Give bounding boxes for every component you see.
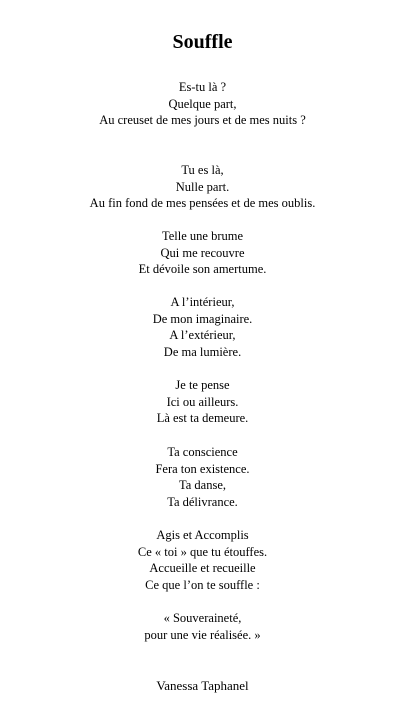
stanza-6	[0, 444, 405, 510]
poem-line: « Souveraineté,	[163, 611, 242, 625]
poem-title: Souffle	[172, 31, 233, 53]
poem-line: De ma lumière.	[163, 344, 242, 359]
poem-line: Au fin fond de mes pensées et de mes oublis.	[89, 196, 316, 211]
stanza-4	[0, 294, 405, 360]
poem-line: Et dévoile son amertume.	[138, 262, 267, 277]
poem-line: Qui me recouvre	[160, 245, 245, 260]
poem-line: Au creuset de mes jours et de mes nuits ?	[99, 113, 306, 128]
poem-line: A l’intérieur,	[170, 295, 235, 309]
poem-line: Ce que l’on te souffle :	[145, 577, 260, 592]
poem-line: Fera ton existence.	[155, 461, 250, 476]
poem-line: Ici ou ailleurs.	[166, 394, 239, 409]
poem-line: Ta délivrance.	[167, 494, 238, 509]
poem-line: Ta danse,	[178, 478, 227, 493]
stanza-2	[0, 162, 405, 212]
poem-line: pour une vie réalisée. »	[144, 627, 261, 642]
poem-line: Es-tu là ?	[178, 80, 227, 94]
poem-line: Tu es là,	[181, 163, 224, 177]
poem-line: Je te pense	[175, 378, 230, 392]
stanza-7	[0, 527, 405, 593]
stanza-5	[0, 377, 405, 427]
poem-line: Nulle part.	[175, 179, 230, 194]
author-name: Vanessa Taphanel	[156, 678, 249, 693]
poem-line: Ce « toi » que tu étouffes.	[137, 544, 268, 559]
stanza-1	[0, 79, 405, 129]
poem-line: Ta conscience	[167, 445, 238, 459]
poem-line: Là est ta demeure.	[156, 411, 249, 426]
stanza-8	[0, 610, 405, 643]
poem-line: Telle une brume	[161, 229, 244, 243]
stanza-3	[0, 228, 405, 278]
poem-line: De mon imaginaire.	[152, 311, 253, 326]
poem-line: Quelque part,	[168, 96, 237, 111]
poem-line: Accueille et recueille	[149, 561, 256, 576]
poem-line: Agis et Accomplis	[156, 528, 249, 542]
poem-line: A l’extérieur,	[169, 328, 236, 343]
